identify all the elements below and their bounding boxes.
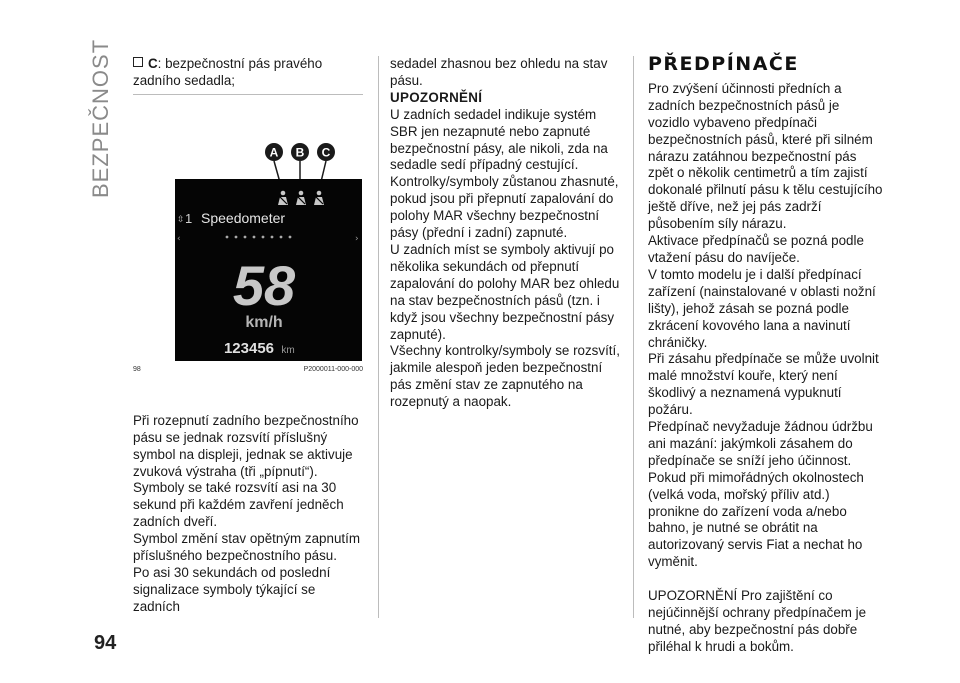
speed-value: 58 — [232, 253, 296, 317]
col1-paragraph-3: Symbol změní stav opětným zapnutím příslušného bezpečnostního pásu. — [133, 531, 360, 564]
speed-unit: km/h — [245, 313, 283, 331]
col3-paragraph-6: Pokud při mimořádných okolnostech (velká voda, mořský příliv atd.) pronikne do zařízení voda a/nebo bahno, je nutné se obrátit na autorizovaný servis Fiat a nechat ho vyměnit. — [648, 469, 864, 570]
display-index: 1 — [185, 210, 193, 226]
column-divider-1 — [378, 56, 379, 618]
arrow-right-icon: › — [355, 233, 359, 244]
checkbox-icon — [133, 57, 143, 67]
col2-lead: sedadel zhasnou bez ohledu na stav pásu. — [390, 56, 608, 88]
intro-letter: C — [148, 56, 158, 71]
column-divider-2 — [633, 56, 634, 618]
marker-a-label: A — [269, 145, 279, 160]
marker-c — [317, 143, 335, 161]
intro-paragraph — [133, 56, 363, 90]
intro-rule — [133, 94, 363, 95]
col1-paragraph-4: Po asi 30 sekundách od poslední signalizace symboly týkající se zadních — [133, 564, 331, 614]
column-1 — [133, 56, 363, 616]
marker-b — [291, 143, 309, 161]
marker-a — [265, 143, 283, 161]
col2-paragraph-3: U zadních míst se symboly aktivují po několika sekundách od přepnutí zapalování do polohy MAR bez ohledu na stav bezpečnostních pásů (tzn. i když jsou všechny bezpečnostní pásy zapnuté). — [390, 241, 620, 342]
intro-text: : bezpečnostní pás pravého zadního sedadla; — [133, 56, 323, 88]
display-title: Speedometer — [201, 209, 286, 226]
col2-paragraph-2: Kontrolky/symboly zůstanou zhasnuté, pokud jsou při přepnutí zapalování do polohy MAR všechny bezpečnostní pásy (přední i zadní) zapnuté. — [390, 174, 619, 241]
figure-number: 98 — [133, 365, 141, 373]
marker-b-label: B — [295, 145, 305, 160]
side-section-title-text: BEZPEČNOST — [88, 38, 113, 198]
side-section-title — [88, 38, 113, 198]
col3-warning: UPOZORNĚNÍ Pro zajištění co nejúčinnější ochrany předpínačem je nutné, aby bezpečnostní pás dobře přiléhal k hrudi a bokům. — [648, 588, 867, 654]
section-title: PŘEDPÍNAČE — [648, 53, 799, 75]
col2-paragraph-1: U zadních sedadel indikuje systém SBR jen nezapnuté nebo zapnuté bezpečnostní pásy, ale nikoli, zda na sedadle sedí případný cestující. — [390, 106, 608, 173]
marker-c-label: C — [321, 145, 331, 160]
col1-paragraph-1: Při rozepnutí zadního bezpečnostního pásu se jednak rozsvítí příslušný symbol na displeji, jednak se aktivuje zvuková výstraha (tři „pípnutí“). — [133, 412, 359, 479]
col1-paragraph-2: Symboly se také rozsvítí asi na 30 sekund při každém zavření jedněch zadních dveří. — [133, 480, 344, 530]
col2-warning-heading: UPOZORNĚNÍ — [390, 89, 483, 105]
col3-paragraph-5: Předpínač nevyžaduje žádnou údržbu ani mazání: jakýmkoli zásahem do předpínače se sníží jeho účinnost. — [648, 419, 873, 468]
arrow-left-icon: ‹ — [177, 233, 181, 244]
column-3 — [648, 53, 883, 656]
col3-paragraph-2: Aktivace předpínačů se pozná podle vtažení pásu do navíječe. — [648, 233, 864, 265]
menu-scroll-icon: ⇳ — [177, 214, 185, 225]
column-2 — [390, 56, 625, 411]
col3-paragraph-3: V tomto modelu je i další předpínací zařízení (nainstalované v oblasti nožní lišty), jehož zásah se pozná podle zkrácení kovového lana a navinutí chráničky. — [648, 266, 876, 350]
col3-paragraph-4: Při zásahu předpínače se může uvolnit malé množství kouře, který není škodlivý a neznamená vypuknutí požáru. — [648, 351, 879, 418]
odometer-unit: km — [281, 344, 295, 356]
instrument-cluster-figure — [133, 99, 363, 399]
column-1-body — [133, 413, 363, 616]
col3-paragraph-1: Pro zvýšení účinnosti předních a zadních bezpečnostních pásů je vozidlo vybaveno předpínači bezpečnostních pásů, které při silném nárazu zatáhnou bezpečnostní pás zpět o několik centimetrů a tím zajistí dokonalé přilnutí pásu k tělu cestujícího ještě dříve, než jej pás zadrží působením síly nárazu. — [648, 80, 883, 232]
cluster-illustration — [133, 99, 363, 361]
page-number: 94 — [94, 632, 117, 654]
odometer-value: 123456 — [223, 339, 275, 357]
col3-spacer — [648, 571, 883, 588]
col2-paragraph-4: Všechny kontrolky/symboly se rozsvítí, jakmile alespoň jeden bezpečnostní pás změní stav ze zapnutého na rozepnutý a naopak. — [390, 343, 620, 410]
figure-code: P2000011-000-000 — [303, 365, 363, 373]
